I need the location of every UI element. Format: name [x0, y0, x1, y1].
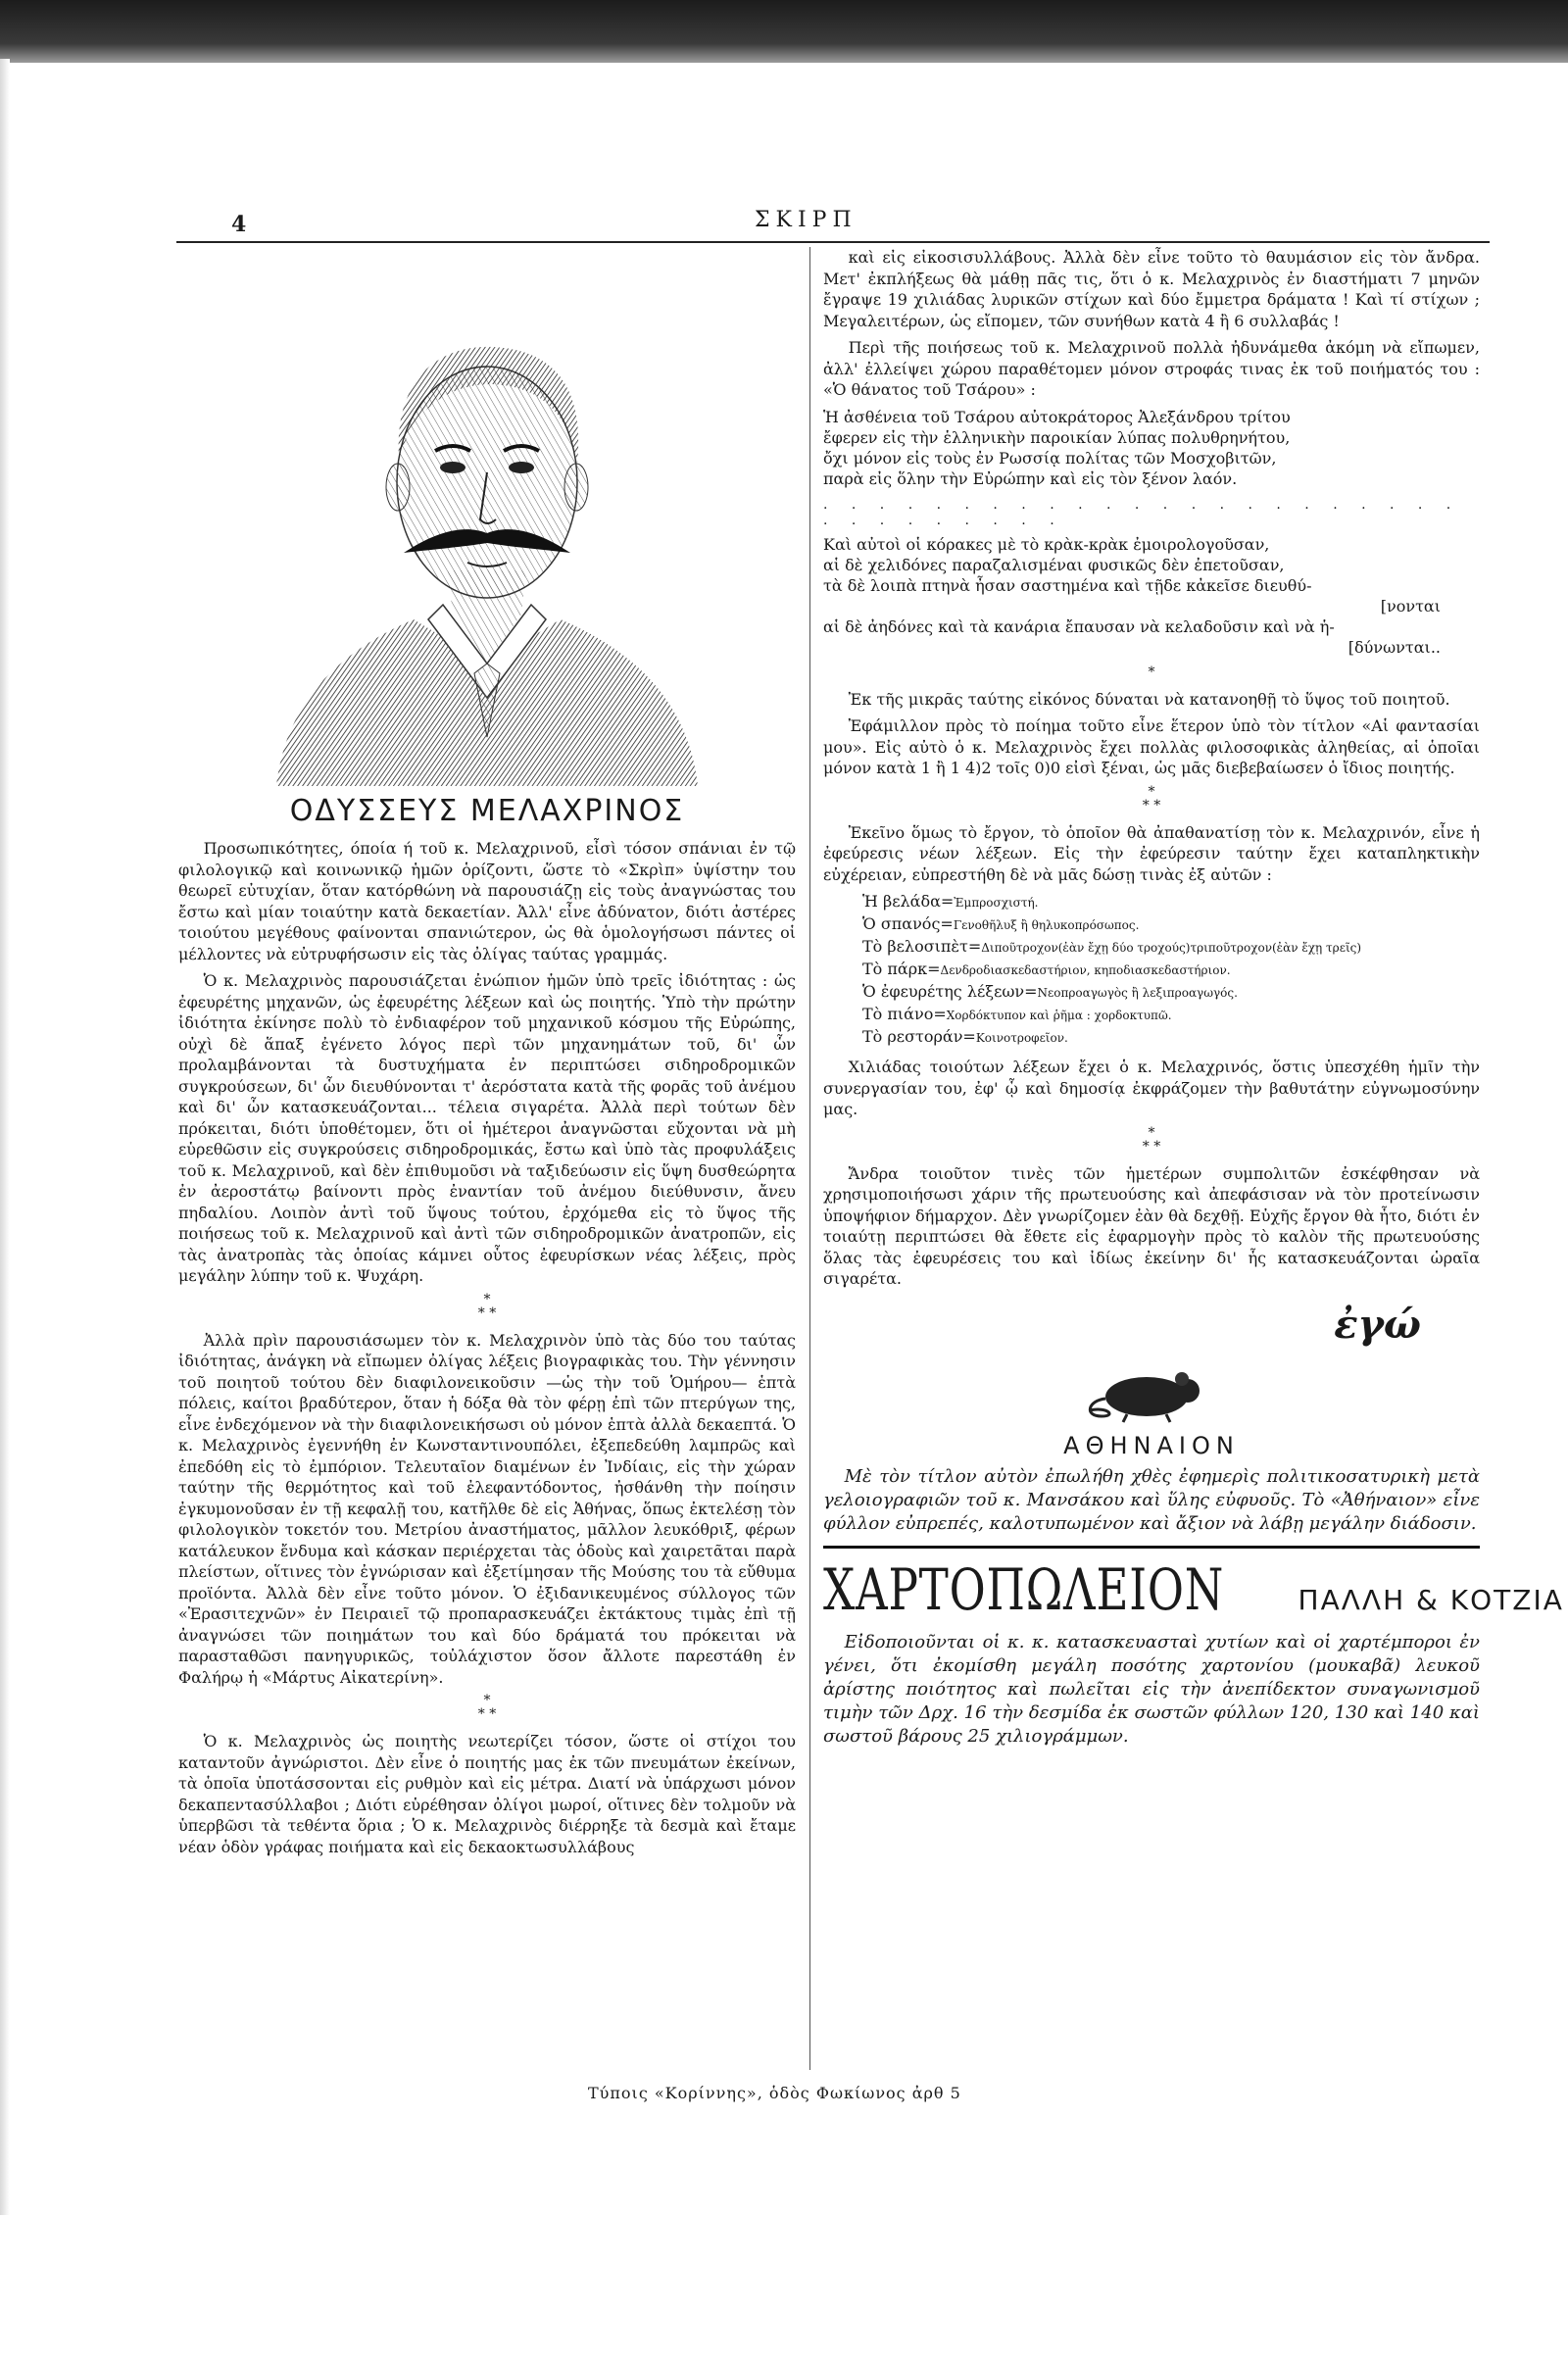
left-paragraph-4: Ὁ κ. Μελαχρινὸς ὡς ποιητὴς νεωτερίζει τόσον, ὥστε οἱ στίχοι του καταντοῦν ἀγνώριστοι. Δὲν εἶνε ὁ ποιητής μας ἐκ τῶν πνευμάτων ἐκείνων, τὰ ὁποῖα ὑποτάσσονται εἰς ρυθμὸν καὶ εἰς μέτρα. Διατί νὰ ὑπάρχωσι μόνον δεκαπεντασύλλαβοι ; Διότι εὑρέθησαν ὀλίγοι μωροί, οἵτινες δὲν τολμοῦν νὰ ὑπερβῶσι τὰ τεθέντα ὅρια ; Ὁ κ. Μελαχρινὸς διέρρηξε τὰ δεσμὰ καὶ ἔταμε νέαν ὁδὸν γράφας ποιήματα καὶ εἰς δεκαοκτωσυλλάβους	[178, 1732, 796, 1856]
header-rule	[176, 241, 1490, 243]
left-ear	[386, 464, 410, 511]
athinaion-notice: Μὲ τὸν τίτλον αὐτὸν ἐπωλήθη χθὲς ἐφημερὶς πολιτικοσατυρικὴ μετὰ γελοιογραφιῶν τοῦ κ. Μανσάκου καὶ ὕλης εὐφυοῦς. Τὸ «Ἀθήναιον» εἶνε φύλλον εὐπρεπές, καλοτυπωμένον καὶ ἄξιον νὰ λάβῃ μεγάλην διάδοσιν.	[823, 1465, 1480, 1534]
word-glossary	[862, 891, 1480, 1049]
right-paragraph-2: Περὶ τῆς ποιήσεως τοῦ κ. Μελαχρινοῦ πολλὰ ἠδυνάμεθα ἀκόμη νὰ εἴπωμεν, ἀλλ' ἐλλείψει χώρου παραθέτομεν μόνον στροφάς τινας ἐκ τοῦ ποιήματός του : «Ὁ θάνατος τοῦ Τσάρου» :	[823, 338, 1480, 399]
left-paragraph-2: Ὁ κ. Μελαχρινὸς παρουσιάζεται ἐνώπιον ἡμῶν ὑπὸ τρεῖς ἰδιότητας : ὡς ἐφευρέτης μηχανῶν, ὡς ἐφευρέτης λέξεων καὶ ὡς ποιητής. Ὑπὸ τὴν πρώτην ἰδιότητα ἐκίνησε πολὺ τὸ ἐνδιαφέρον τοῦ μηχανικοῦ κόσμου τῆς Εὐρώπης, οὐχὶ δὲ ἅπαξ ἐγένετο λόγος περὶ τῶν μηχανημάτων τοῦ, δι' ὧν προλαμβάνονται τὰ δυστυχήματα ἐν περιπτώσει σιδηροδρομικῶν συγκρούσεων, δι' ὧν διευθύνονται τ' ἀερόστατα κατὰ τῆς φορᾶς τοῦ ἀνέμου καὶ δι' ὧν κατασκευάζονται... τέλεια σιγαρέτα. Ἀλλὰ περὶ τούτων δὲν πρόκειται, διότι ὑποθέτομεν, ὅτι οἱ ἡμέτεροι ἀναγνῶσται εὔχονται νὰ μὴ εὑρεθῶσιν εἰς συγκρούσεις σιδηροδρομικάς, ἔστω καὶ ὑπὸ τὰς προφυλάξεις τοῦ κ. Μελαχρινοῦ, καὶ δὲν ἐπιθυμοῦσι νὰ ταξιδεύωσιν εἰς ὕψη δυσθεώρητα ἐν ἀεροστάτῳ βαίνοντι πρὸς ἐναντίαν τοῦ ἀνέμου διεύθυνσιν, ἄνευ πηδαλίου. Λοιπὸν ἀντὶ τοῦ ὕψους τούτου, ἐρχόμεθα εἰς τὸ ὕψος τῆς ποιήσεως τοῦ κ. Μελαχρινοῦ καὶ ἀντὶ τῶν σιδηροδρομικῶν ἀνατροπῶν, εἰς τὰς ἀνατροπὰς τὰς ὁποίας κάμνει οὗτος ἐφευρίσκων νέας λέξεις, πρὸς μεγάλην λύπην τοῦ κ. Ψυχάρη.	[178, 971, 796, 1285]
right-paragraph-6: Χιλιάδας τοιούτων λέξεων ἔχει ὁ κ. Μελαχρινός, ὅστις ὑπεσχέθη ἡμῖν τὴν συνεργασίαν του, ἐφ' ᾧ καὶ δημοσίᾳ ἐκφράζομεν τὴν βαθυτάτην εὐγνωμοσύνην μας.	[823, 1058, 1480, 1118]
section-stars: * * *	[1142, 1124, 1161, 1155]
right-paragraph-1: καὶ εἰς εἰκοσισυλλάβους. Ἀλλὰ δὲν εἶνε τοῦτο τὸ θαυμάσιον εἰς τὸν ἄνδρα. Μετ' ἐκπλήξεως θὰ μάθῃ πᾶς τις, ὅτι ὁ κ. Μελαχρινὸς ἐν διαστήματι 7 μηνῶν ἔγραψε 19 χιλιάδας λυρικῶν στίχων καὶ δύο ἔμμετρα δράματα ! Καὶ τί στίχων ; Μεγαλειτέρων, ὡς εἴπομεν, τῶν συνήθων κατὰ 4 ἢ 6 συλλαβάς !	[823, 248, 1480, 330]
advertisement-text: Εἰδοποιοῦνται οἱ κ. κ. κατασκευασταὶ χυτίων καὶ οἱ χαρτέμποροι ἐν γένει, ὅτι ἐκομίσθη μεγάλη ποσότης χαρτονίου (μουκαβᾶ) λευκοῦ ἀρίστης ποιότητος καὶ πωλεῖται εἰς τὴν ἀνεπίδεκτον συναγωνισμοῦ τιμὴν τῶν Δρχ. 16 τὴν δεσμίδα ἐκ σωστῶν φύλλων 120, 130 καὶ 140 καὶ σωστοῦ βάρους 25 χιλιογράμμων.	[823, 1631, 1480, 1747]
right-paragraph-3: Ἐκ τῆς μικρᾶς ταύτης εἰκόνος δύναται νὰ κατανοηθῇ τὸ ὕψος τοῦ ποιητοῦ.	[848, 689, 1450, 709]
section-stars: * * *	[477, 1291, 497, 1321]
right-paragraph-7: Ἄνδρα τοιοῦτον τινὲς τῶν ἡμετέρων συμπολιτῶν ἐσκέφθησαν νὰ χρησιμοποιήσωσι χάριν τῆς πρωτευούσης καὶ ἀπεφάσισαν νὰ τὸν προτείνωσιν ὑποψήφιον δήμαρχον. Δὲν γνωρίζομεν ἐὰν θὰ δεχθῇ. Εὐχῆς ἔργον θὰ ἦτο, διότι ἐν τοιαύτῃ περιπτώσει θὰ ἔθετε εἰς ἐφαρμογὴν πρὸς τὸ καλὸν τῆς πρωτευούσης ὅλας τὰς ἐφευρέσεις του καὶ ἰδίως ἐκείνην δι' ἧς κατασκευάζονται ὡραῖα σιγαρέτα.	[823, 1163, 1480, 1288]
poem-line: Καὶ αὐτοὶ οἱ κόρακες μὲ τὸ κρὰκ-κρὰκ ἐμοιρολογοῦσαν,	[823, 534, 1270, 554]
running-title: ΣΚΙΡΠ	[755, 208, 858, 232]
poem-line: παρὰ εἰς ὅλην τὴν Εὐρώπην καὶ εἰς τὸν ξένον λαόν.	[823, 468, 1238, 488]
glossary-entry: Τὸ πιάνο=Χορδόκτυπον καὶ ῥῆμα : χορδοκτυπῶ.	[862, 1005, 1172, 1023]
scan-left-edge	[0, 59, 10, 2215]
poem-line-continuation: [δύνωνται..	[1348, 637, 1441, 657]
portrait-illustration	[257, 276, 717, 786]
glossary-entry: Ἡ βελάδα=Ἐμπροσχιστή.	[862, 892, 1039, 911]
author-signature: ἐγώ	[1334, 1301, 1421, 1348]
poem-line: ὄχι μόνον εἰς τοὺς ἐν Ρωσσίᾳ πολίτας τῶν Μοσχοβιτῶν,	[823, 448, 1277, 468]
glossary-entry: Τὸ ρεστοράν=Κοινοτροφεῖον.	[862, 1027, 1068, 1046]
page-number: 4	[231, 212, 247, 237]
portrait-caption: ΟΔΥΣΣΕΥΣ ΜΕΛΑΧΡΙΝΟΣ	[289, 794, 685, 828]
poem-line: αἱ δὲ χελιδόνες παραζαλισμέναι φυσικῶς δὲν ἐπετοῦσαν,	[823, 555, 1285, 574]
section-star: *	[1148, 664, 1155, 680]
athinaion-heading: ΑΘΗΝΑΙΟΝ	[1063, 1431, 1240, 1459]
mouse-vignette	[823, 1361, 1480, 1428]
mouse-icon	[1078, 1361, 1225, 1424]
advertisement-rule	[823, 1546, 1480, 1549]
left-paragraph-1: Προσωπικότητες, όποία ή τοῦ κ. Μελαχρινοῦ, εἶσὶ τόσον σπάνιαι ἐν τῷ φιλολογικῷ καὶ κοινωνικῷ ἡμῶν ὁρίζοντι, ὥστε τὸ «Σκρὶπ» ὑψίστην του θεωρεῖ εὐτυχίαν, ὅταν κατόρθώνη νὰ παρουσιάζῃ εἰς τοὺς ἀναγνώστας του ἔστω καὶ μίαν τοιαύτην κατὰ δεκαετίαν. Ἀλλ' εἶνε ἀδύνατον, διότι ἀστέρες τοιούτου μεγέθους φαίνονται σπανιώτερον, ὡς θὰ ὁμολογήσωσι πάντες οἱ μέλλοντες νὰ εὐτρυφήσωσιν εἰς τὰς ὀλίγας ταύτας γραμμάς.	[178, 839, 796, 963]
poem-excerpt-2	[823, 534, 1480, 658]
glossary-entry: Τὸ βελοσιπὲτ=Διποῦτροχον(ἐὰν ἔχῃ δύο τροχούς)τριποῦτροχον(ἐὰν ἔχῃ τρεῖς)	[862, 937, 1362, 956]
scan-top-border	[0, 0, 1568, 63]
poem-excerpt-1	[823, 407, 1480, 489]
advertisement-heading	[823, 1555, 1564, 1623]
ellipsis-row: . . . . . . . . . . . . . . . . . . . . . . . . . . . . . . . .	[823, 496, 1461, 528]
glossary-entry: Ὁ σπανός=Γενοθῆλυξ ἢ θηλυκοπρόσωπος.	[862, 914, 1140, 933]
poem-line-continuation: [νονται	[1380, 596, 1441, 616]
poem-line: αἱ δὲ ἀηδόνες καὶ τὰ κανάρια ἔπαυσαν νὰ κελαδοῦσιν καὶ νὰ ἡ-	[823, 616, 1335, 636]
right-ear	[564, 464, 588, 511]
right-column	[823, 247, 1564, 1749]
section-stars: * * *	[1142, 783, 1161, 813]
glossary-entry: Τὸ πάρκ=Δενδροδιασκεδαστήριον, κηποδιασκεδαστήριον.	[862, 960, 1231, 978]
right-paragraph-4: Ἐφάμιλλον πρὸς τὸ ποίημα τοῦτο εἶνε ἕτερον ὑπὸ τὸν τίτλον «Αἱ φαντασίαι μου». Εἰς αὐτὸ ὁ κ. Μελαχρινὸς ἔχει πολλὰς φιλοσοφικὰς ἀληθείας, αἱ ὁποῖαι μόνον κατὰ 1 ἢ 1 4)2 τοῖς 0)0 εἰσὶ ξέναι, ὡς μᾶς διεβεβαίωσεν ὁ ἴδιος ποιητής.	[823, 716, 1480, 777]
glossary-entry: Ὁ ἐφευρέτης λέξεων=Νεοπροαγωγὸς ἢ λεξιπροαγωγός.	[862, 982, 1238, 1001]
ad-title-firm: ΠΑΛΛΗ & ΚΟΤΖΙΑ	[1298, 1583, 1564, 1616]
column-divider	[809, 247, 810, 2070]
poem-line: Ἡ ἀσθένεια τοῦ Τσάρου αὐτοκράτορος Ἀλεξάνδρου τρίτου	[823, 407, 1291, 426]
right-paragraph-5: Ἐκεῖνο ὅμως τὸ ἔργον, τὸ ὁποῖον θὰ ἀπαθανατίσῃ τὸν κ. Μελαχρινόν, εἶνε ἡ ἐφεύρεσις νέων λέξεων. Εἰς τὴν ἐφεύρεσιν ταύτην ἔχει καταπληκτικὴν εὐχέρειαν, εὑπρεστήθη δὲ νὰ μᾶς δώσῃ τινὰς ἐξ αὐτῶν :	[823, 822, 1480, 884]
poem-line: τὰ δὲ λοιπὰ πτηνὰ ἦσαν σαστημένα καὶ τῇδε κἀκεῖσε διευθύ-	[823, 575, 1312, 595]
left-paragraph-3: Ἀλλὰ πρὶν παρουσιάσωμεν τὸν κ. Μελαχρινὸν ὑπὸ τὰς δύο του ταύτας ἰδιότητας, ἀνάγκη νὰ εἴπωμεν ὀλίγας λέξεις βιογραφικὰς του. Τὴν γέννησιν τοῦ ποιητοῦ τούτου δὲν διαφιλονεικοῦσιν —ὡς τὴν τοῦ Ὁμήρου— ἑπτὰ πόλεις, καίτοι βραδύτερον, ὅταν ἡ δόξα θὰ τὸν φέρῃ ἐπὶ τῶν πτερύγων της, εἶνε ἐνδεχόμενον νὰ τὴν διαφιλονεικήσωσι οὐ μόνον ἑπτὰ ἀλλὰ δεκαεπτά. Ὁ κ. Μελαχρινὸς ἐγεννήθη ἐν Κωνσταντινουπόλει, ἐξεπεδεύθη λαμπρῶς καὶ ἐπεδόθη εἰς τὸ ἐμπόριον. Τελευταῖον διαμένων ἐν Ἰνδίαις, εἰς τὴν χώραν ταύτην τῆς θερμότητος καὶ τοῦ ἐλεφαντόδοντος, ἠσθάνθη τὴν ποίησιν ἐγκυμονοῦσαν ἐν τῇ κεφαλῇ του, κατῆλθε δὲ εἰς Ἀθήνας, ὅπως ἐκτελέσῃ τὸν φιλολογικὸν τοκετόν του. Μετρίου ἀναστήματος, μᾶλλον λευκόθριξ, φέρων κατάλευκον ἔνδυμα καὶ κάσκαν περιέρχεται τὰς ὁδοὺς καὶ χαιρετᾶται παρὰ πλείστων, οἵτινες τὸν ἐγνώρισαν καὶ ἐξετίμησαν τῆς Μούσης του τὰ εὔθυμα προϊόντα. Ἀλλὰ δὲν εἶνε τοῦτο μόνον. Ὁ ἐξιδανικευμένος σύλλογος τῶν «Ἐρασιτεχνῶν» ἐν Πειραιεῖ τῷ προπαρασκευάζει ἐκτάκτους τιμὰς ἐπὶ τῇ ἀναγνώσει τῶν ποιημάτων του καὶ δύο δράματά του πρόκειται νὰ παρασταθῶσι πανηγυρικῶς, τοὐλάχιστον ὅσον ἄλλοτε παρεστάθη ἐν Φαλήρῳ ἡ «Μάρτυς Αἰκατερίνη».	[178, 1330, 796, 1687]
left-eye	[440, 462, 466, 473]
printer-imprint: Τύποις «Κορίννης», ὁδὸς Φωκίωνος ἀρθ 5	[588, 2084, 961, 2102]
right-eye	[509, 462, 534, 473]
left-column	[178, 247, 796, 1863]
ad-title-main: ΧΑΡΤΟΠΩΛΕΙΟΝ	[823, 1555, 1225, 1623]
poem-line: ἔφερεν εἰς τὴν ἑλληνικὴν παροικίαν λύπας πολυθρηνήτου,	[823, 427, 1291, 447]
section-stars: * * *	[477, 1693, 497, 1722]
portrait-engraving	[257, 276, 717, 786]
